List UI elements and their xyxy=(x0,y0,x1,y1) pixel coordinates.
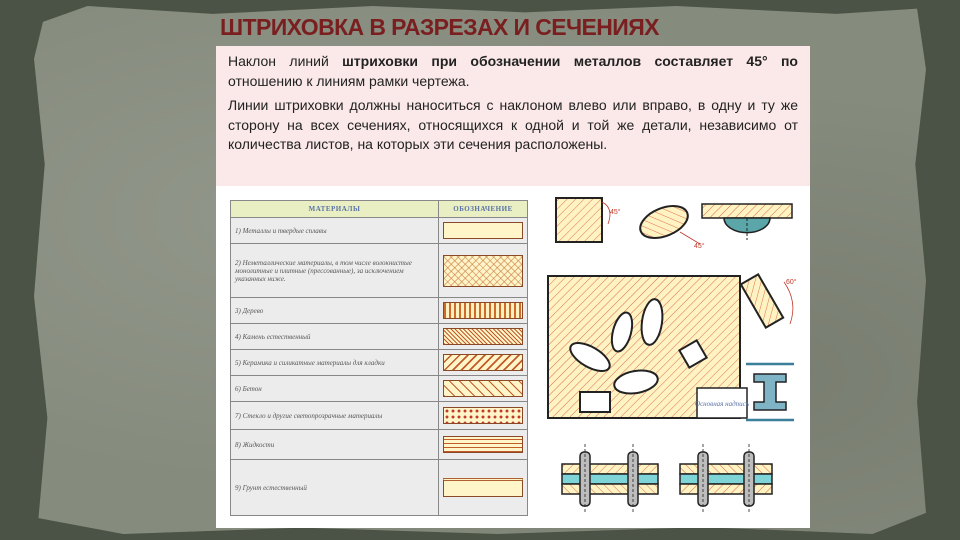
table-row xyxy=(231,376,528,402)
header-designation: ОБОЗНАЧЕНИЕ xyxy=(439,201,528,218)
i-beam-section xyxy=(754,374,786,410)
material-label: 5) Керамика и силикатные материалы для кладки xyxy=(231,350,439,376)
slide-title: ШТРИХОВКА В РАЗРЕЗАХ И СЕЧЕНИЯХ xyxy=(220,14,659,40)
material-label: 1) Металлы и твердые сплавы xyxy=(231,218,439,244)
riveted-joint-left xyxy=(562,444,658,514)
plate-hole xyxy=(580,392,610,412)
materials-table xyxy=(230,200,528,516)
hatch-swatch-wood xyxy=(443,302,523,319)
material-label: 4) Камень естественный xyxy=(231,324,439,350)
hatch-swatch-concrete xyxy=(443,380,523,397)
table-row xyxy=(231,298,528,324)
angle-label-45: 45° xyxy=(610,209,621,216)
oval-section xyxy=(636,200,693,245)
hatch-swatch-ceramic xyxy=(443,354,523,371)
table-row xyxy=(231,350,528,376)
material-label: 3) Дерево xyxy=(231,298,439,324)
hatch-swatch-stone xyxy=(443,328,523,345)
title-block-label: Основная надпись xyxy=(695,400,749,408)
text-panel xyxy=(216,46,810,186)
header-materials: МАТЕРИАЛЫ xyxy=(231,201,439,218)
angle-arc xyxy=(602,202,610,224)
paragraph-hatch-direction: Линии штриховки должны наноситься с наклоном влево или вправо, в одну и ту же сторону на всех сечениях, относящихся к одной и той же детали, независимо от количества листов, на которых эти сечения расположены. xyxy=(228,97,798,152)
paragraph-hatch-angle xyxy=(228,52,798,91)
hatch-swatch-soil xyxy=(443,478,523,497)
material-label: 7) Стекло и другие светопрозрачные материалы xyxy=(231,402,439,430)
hatch-swatch-nonmetal xyxy=(443,255,523,287)
hatch-swatch-glass xyxy=(443,407,523,424)
table-row xyxy=(231,324,528,350)
hatch-swatch-liquid xyxy=(443,436,523,453)
paragraph-1-start: Наклон линий xyxy=(228,53,343,69)
angle-arc xyxy=(784,282,793,324)
table-row xyxy=(231,402,528,430)
table-row xyxy=(231,218,528,244)
inclined-section xyxy=(741,274,783,327)
table-row xyxy=(231,460,528,516)
angle-label-45b: 45° xyxy=(694,243,705,250)
material-label: 8) Жидкости xyxy=(231,430,439,460)
profile-section xyxy=(702,204,792,218)
material-label: 6) Бетон xyxy=(231,376,439,402)
table-row xyxy=(231,430,528,460)
square-section xyxy=(556,198,602,242)
paragraph-1-bold: штриховки при обозначении металлов составляет 45° по xyxy=(342,53,798,69)
angle-label-60: 60° xyxy=(786,279,797,286)
section-drawings xyxy=(540,192,802,522)
paragraph-1-end: отношению к линиям рамки чертежа. xyxy=(228,72,470,89)
riveted-joint-right xyxy=(680,444,772,514)
table-row xyxy=(231,244,528,298)
hatch-swatch-metal xyxy=(443,222,523,239)
material-label: 2) Неметаллические материалы, в том числе волокнистые монолитные и плитные (прессованные), за исключением указанных ниже. xyxy=(231,244,439,298)
material-label: 9) Грунт естественный xyxy=(231,460,439,516)
